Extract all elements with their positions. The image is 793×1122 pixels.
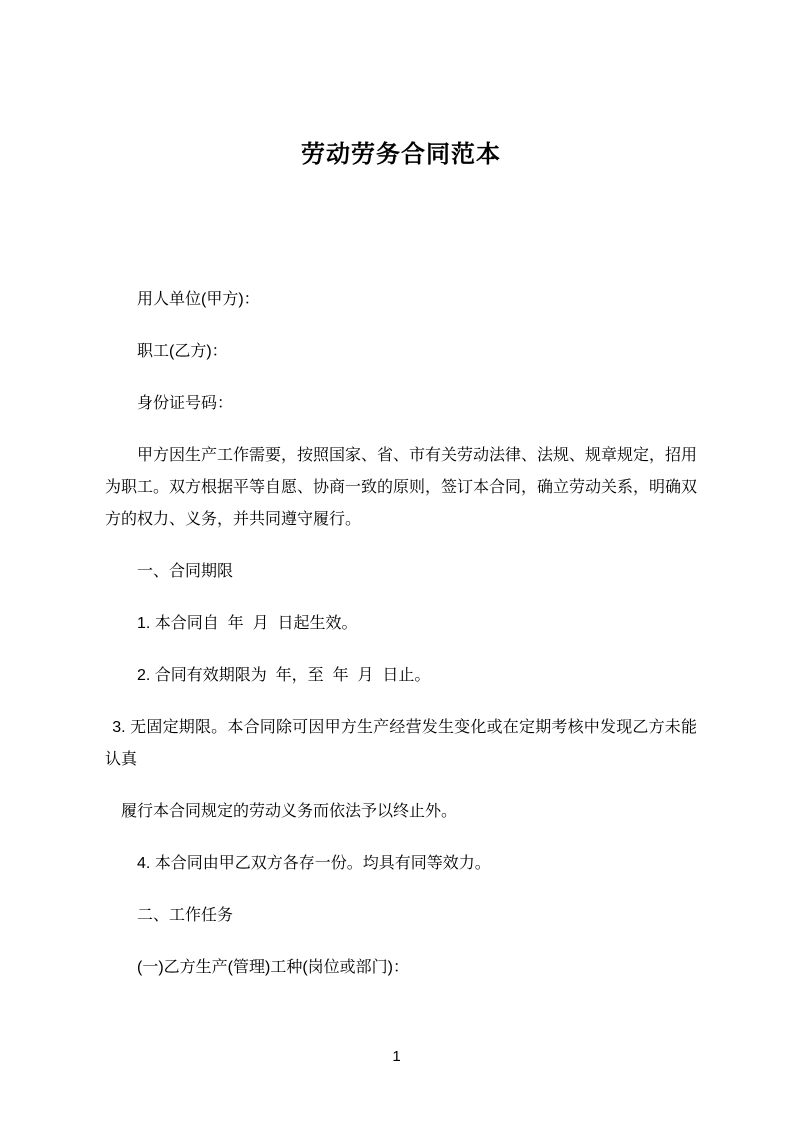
page-number: 1 <box>392 1048 401 1065</box>
clause-effective-date: 1. 本合同自 年 月 日起生效。 <box>137 615 358 632</box>
clause-validity-period: 2. 合同有效期限为 年，至 年 月 日止。 <box>137 667 431 684</box>
party-b-field: 职工(乙方)： <box>137 343 228 360</box>
id-number-field: 身份证号码： <box>137 395 234 412</box>
section-1-heading: 一、合同期限 <box>137 563 234 580</box>
party-a-field: 用人单位(甲方)： <box>137 291 260 308</box>
clause-open-term: 3. 无固定期限。本合同除可因甲方生产经营发生变化或在定期考核中发现乙方未能认真 <box>105 719 697 768</box>
document-title: 劳动劳务合同范本 <box>301 141 501 168</box>
clause-job-position: (一)乙方生产(管理)工种(岗位或部门)： <box>137 959 409 976</box>
preamble-paragraph: 甲方因生产工作需要，按照国家、省、市有关劳动法律、法规、规章规定，招用为职工。双方根据平等自愿、协商一致的原则，签订本合同，确立劳动关系，明确双方的权力、义务，并共同遵守履行。 <box>105 447 698 528</box>
clause-copies: 4. 本合同由甲乙双方各存一份。均具有同等效力。 <box>137 855 491 872</box>
section-2-heading: 二、工作任务 <box>137 907 234 924</box>
clause-open-term-continuation: 履行本合同规定的劳动义务而依法予以终止外。 <box>121 803 458 820</box>
